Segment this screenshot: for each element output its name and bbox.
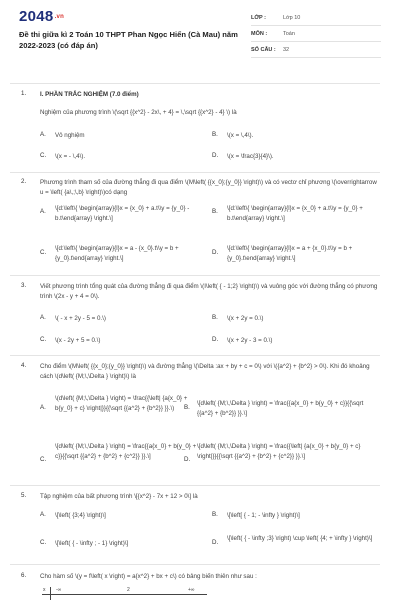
option-b[interactable]: \[d:\left\{ \begin{array}{l}x = {x_0} + a.t\\y = {y_0} + b.t\end{array} \right.\]	[227, 205, 363, 222]
question-text: Phương trình tham số của đường thẳng đi qua điểm \(M\left( {{x_0};{y_0}} \right)\) và có vectơ chỉ phương \(\overrightarrow u = \left( {a\,;\,b} \right)\)có dạng	[40, 179, 377, 196]
option-c-letter: C.	[40, 152, 47, 159]
site-logo[interactable]: 2048.vn	[19, 8, 65, 25]
option-c[interactable]: \(x = - \,4\).	[55, 153, 86, 160]
option-d-letter: D.	[184, 456, 191, 463]
option-b[interactable]: \[\left[ { - 1; - \infty } \right)\]	[227, 512, 300, 519]
option-d[interactable]: \[d:\left\{ \begin{array}{l}x = a + {x_0}.t\\y = b + {y_0}.t\end{array} \right.\]	[227, 245, 353, 262]
meta-row-subject: MÔN : Toán	[251, 26, 381, 42]
exam-meta-table	[251, 10, 381, 58]
option-d-letter: D.	[212, 336, 219, 343]
option-a-letter: A.	[40, 208, 46, 215]
option-b-letter: B.	[212, 314, 218, 321]
variation-table-value: +∞	[188, 587, 195, 593]
question-text: Cho điểm \(M\left( {{x_0};{y_0}} \right)\) và đường thẳng \(\Delta :ax + by + c = 0\) với \({a^2} + {b^2} > 0\). Khi đó khoảng cách \(d\left( {M;\,\Delta } \right)\) là	[40, 363, 370, 380]
exam-title: Đề thi giữa kì 2 Toán 10 THPT Phan Ngọc Hiển (Cà Mau) năm 2022-2023 (có đáp án)	[19, 30, 238, 50]
section-heading: I. PHẦN TRẮC NGHIỆM (7.0 điểm)	[40, 91, 139, 98]
option-a[interactable]: \[\left( {3;4} \right)\]	[55, 512, 106, 519]
option-c-letter: C.	[40, 336, 47, 343]
divider	[10, 564, 380, 565]
option-b-letter: B.	[212, 208, 218, 215]
option-c-letter: C.	[40, 456, 47, 463]
option-d[interactable]: \[d\left( {M;\,\Delta } \right) = \frac{{\left| {a{x_0} + b{y_0} + c} \right|}}{{\sqrt {{a^2} + {b^2} + {c^2}} }}.\]	[197, 443, 361, 460]
option-a[interactable]: \( - x + 2y - 5 = 0.\)	[55, 315, 106, 322]
option-c-letter: C.	[40, 249, 47, 256]
option-b[interactable]: \[d\left( {M;\,\Delta } \right) = \frac{{a{x_0} + b{y_0} + c}}{{\sqrt {{a^2} + {b^2}} }}.\]	[197, 400, 364, 417]
option-b[interactable]: \(x + 2y = 0.\)	[227, 315, 264, 322]
variation-table-row-line	[42, 594, 207, 595]
exam-page: 2048.vn Đề thi giữa kì 2 Toán 10 THPT Phan Ngọc Hiển (Cà Mau) năm 2022-2023 (có đáp án) LỚP : Lớp 10 MÔN : Toán SỐ CÂU : 32 1. I. PHẦN TRẮC NGHIỆM (7.0 điểm) Nghiệm của phương trình \(\sqrt {{x^2} - 2x\, + 4} = \,\sqrt {{x^2} - 4} \) là A. Vô nghiệm B. \(x = \,4\). C. \(x = - \,4\). D. \(x = \frac{3}{4}\). 2. Phương trình tham số của đường thẳng đi qua điểm \(M\left( {{x_0};{y_0}} \right)\) và có vectơ chỉ phương \(\overrightarrow u = \left( {a\,;\,b} \right)\)có dạng A. \[d:\left\{ \begin{array}{l}x = {x_0} + a.t\\y = {y_0} - b.t\end{array} \right.\] B. \[d:\left\{ \begin{array}{l}x = {x_0} + a.t\\y = {y_0} + b.t\end{array} \right.\] C. \[d:\left\{ \begin{array}{l}x = a - {x_0}.t\\y = b + {y_0}.t\end{array} \right.\] D. \[d:\left\{ \begin{array}{l}x = a + {x_0}.t\\y = b + {y_0}.t\end{array} \right.\] 3. Viết phương trình tổng quát của đường thẳng đi qua điểm \(I\left( { - 1;2} \right)\) và vuông góc với đường thẳng có phương trình \(2x - y + 4 = 0\). A. \( - x + 2y - 5 = 0.\) B. \(x + 2y = 0.\) C. \(x - 2y + 5 = 0.\) D. \(x + 2y - 3 = 0.\) 4. Cho điểm \(M\left( {{x_0};{y_0}} \right)\) và đường thẳng \(\Delta :ax + by + c = 0\) với \({a^2} + {b^2} > 0\). Khi đó khoảng cách \(d\left( {M;\,\Delta } \right)\) là A. \(d\left( {M;\,\Delta } \right) = \frac{{\left| {a{x_0} + b{y_0} + c} \right|}}{{\sqrt {{a^2} + {b^2}} }}.\) B. \[d\left( {M;\,\Delta } \right) = \frac{{a{x_0} + b{y_0} + c}}{{\sqrt {{a^2} + {b^2}} }}.\] C. \[d\left( {M;\,\Delta } \right) = \frac{{a{x_0} + b{y_0} + c}}{{\sqrt {{a^2} + {b^2} + {c^2}} }}.\] D. \[d\left( {M;\,\Delta } \right) = \frac{{\left| {a{x_0} + b{y_0} + c} \right|}}{{\sqrt {{a^2} + {b^2} + {c^2}} }}.\] 5. Tập nghiệm của bất phương trình \[{x^2} - 7x + 12 > 0\] là A. \[\left( {3;4} \right)\] B. \[\left[ { - 1; - \infty } \right)\] C. \[\left( { - \infty ; - 1} \right)\] D. \[\left( { - \infty ;3} \right) \cup \left( {4; + \infty } \right)\] 6. Cho hàm số \(y = f\left( x \right) = a{x^2} + bx + c\) có bảng biến thiên như sau : x -∞ 2 +∞	[0, 0, 400, 600]
variation-table-value: 2	[127, 587, 130, 593]
question-text: Viết phương trình tổng quát của đường thẳng đi qua điểm \(I\left( { - 1;2} \right)\) và vuông góc với đường thẳng có phương trình \(2x - y + 4 = 0\).	[40, 283, 378, 300]
option-a[interactable]: Vô nghiệm	[55, 132, 85, 139]
option-d-letter: D.	[212, 539, 219, 546]
option-d[interactable]: \(x + 2y - 3 = 0.\)	[227, 337, 273, 344]
option-a[interactable]: \(d\left( {M;\,\Delta } \right) = \frac{{\left| {a{x_0} + b{y_0} + c} \right|}}{{\sqrt {{a^2} + {b^2}} }}.\)	[55, 395, 188, 412]
option-c[interactable]: \[d:\left\{ \begin{array}{l}x = a - {x_0}.t\\y = b + {y_0}.t\end{array} \right.\]	[55, 245, 179, 262]
option-b-letter: B.	[212, 511, 218, 518]
variation-table-value: -∞	[56, 587, 62, 593]
option-d-letter: D.	[212, 249, 219, 256]
option-d[interactable]: \(x = \frac{3}{4}\).	[227, 153, 274, 160]
variation-table-x-label: x	[43, 587, 46, 593]
option-a[interactable]: \[d:\left\{ \begin{array}{l}x = {x_0} + a.t\\y = {y_0} - b.t\end{array} \right.\]	[55, 205, 190, 222]
question-text: Tập nghiệm của bất phương trình \[{x^2} - 7x + 12 > 0\] là	[40, 493, 198, 500]
divider	[10, 485, 380, 486]
option-c[interactable]: \[d\left( {M;\,\Delta } \right) = \frac{{a{x_0} + b{y_0} + c}}{{\sqrt {{a^2} + {b^2} + {c^2}} }}.\]	[55, 443, 197, 460]
option-b-letter: B.	[212, 131, 218, 138]
question-text: Nghiệm của phương trình \(\sqrt {{x^2} - 2x\, + 4} = \,\sqrt {{x^2} - 4} \) là	[40, 109, 237, 116]
option-a-letter: A.	[40, 131, 46, 138]
divider	[10, 172, 380, 173]
option-c[interactable]: \(x - 2y + 5 = 0.\)	[55, 337, 101, 344]
option-a-letter: A.	[40, 404, 46, 411]
meta-row-class: LỚP : Lớp 10	[251, 10, 381, 26]
option-d-letter: D.	[212, 152, 219, 159]
option-c[interactable]: \[\left( { - \infty ; - 1} \right)\]	[55, 540, 129, 547]
page-header	[0, 0, 400, 60]
option-a-letter: A.	[40, 314, 46, 321]
divider	[10, 275, 380, 276]
question-text: Cho hàm số \(y = f\left( x \right) = a{x^2} + bx + c\) có bảng biến thiên như sau :	[40, 573, 257, 580]
option-d[interactable]: \[\left( { - \infty ;3} \right) \cup \left( {4; + \infty } \right)\]	[227, 535, 373, 542]
divider	[10, 355, 380, 356]
variation-table	[40, 585, 220, 600]
option-c-letter: C.	[40, 539, 47, 546]
option-a-letter: A.	[40, 511, 46, 518]
divider	[10, 83, 380, 84]
meta-row-question-count: SỐ CÂU : 32	[251, 42, 381, 58]
option-b-letter: B.	[184, 404, 190, 411]
option-b[interactable]: \(x = \,4\).	[227, 132, 254, 139]
